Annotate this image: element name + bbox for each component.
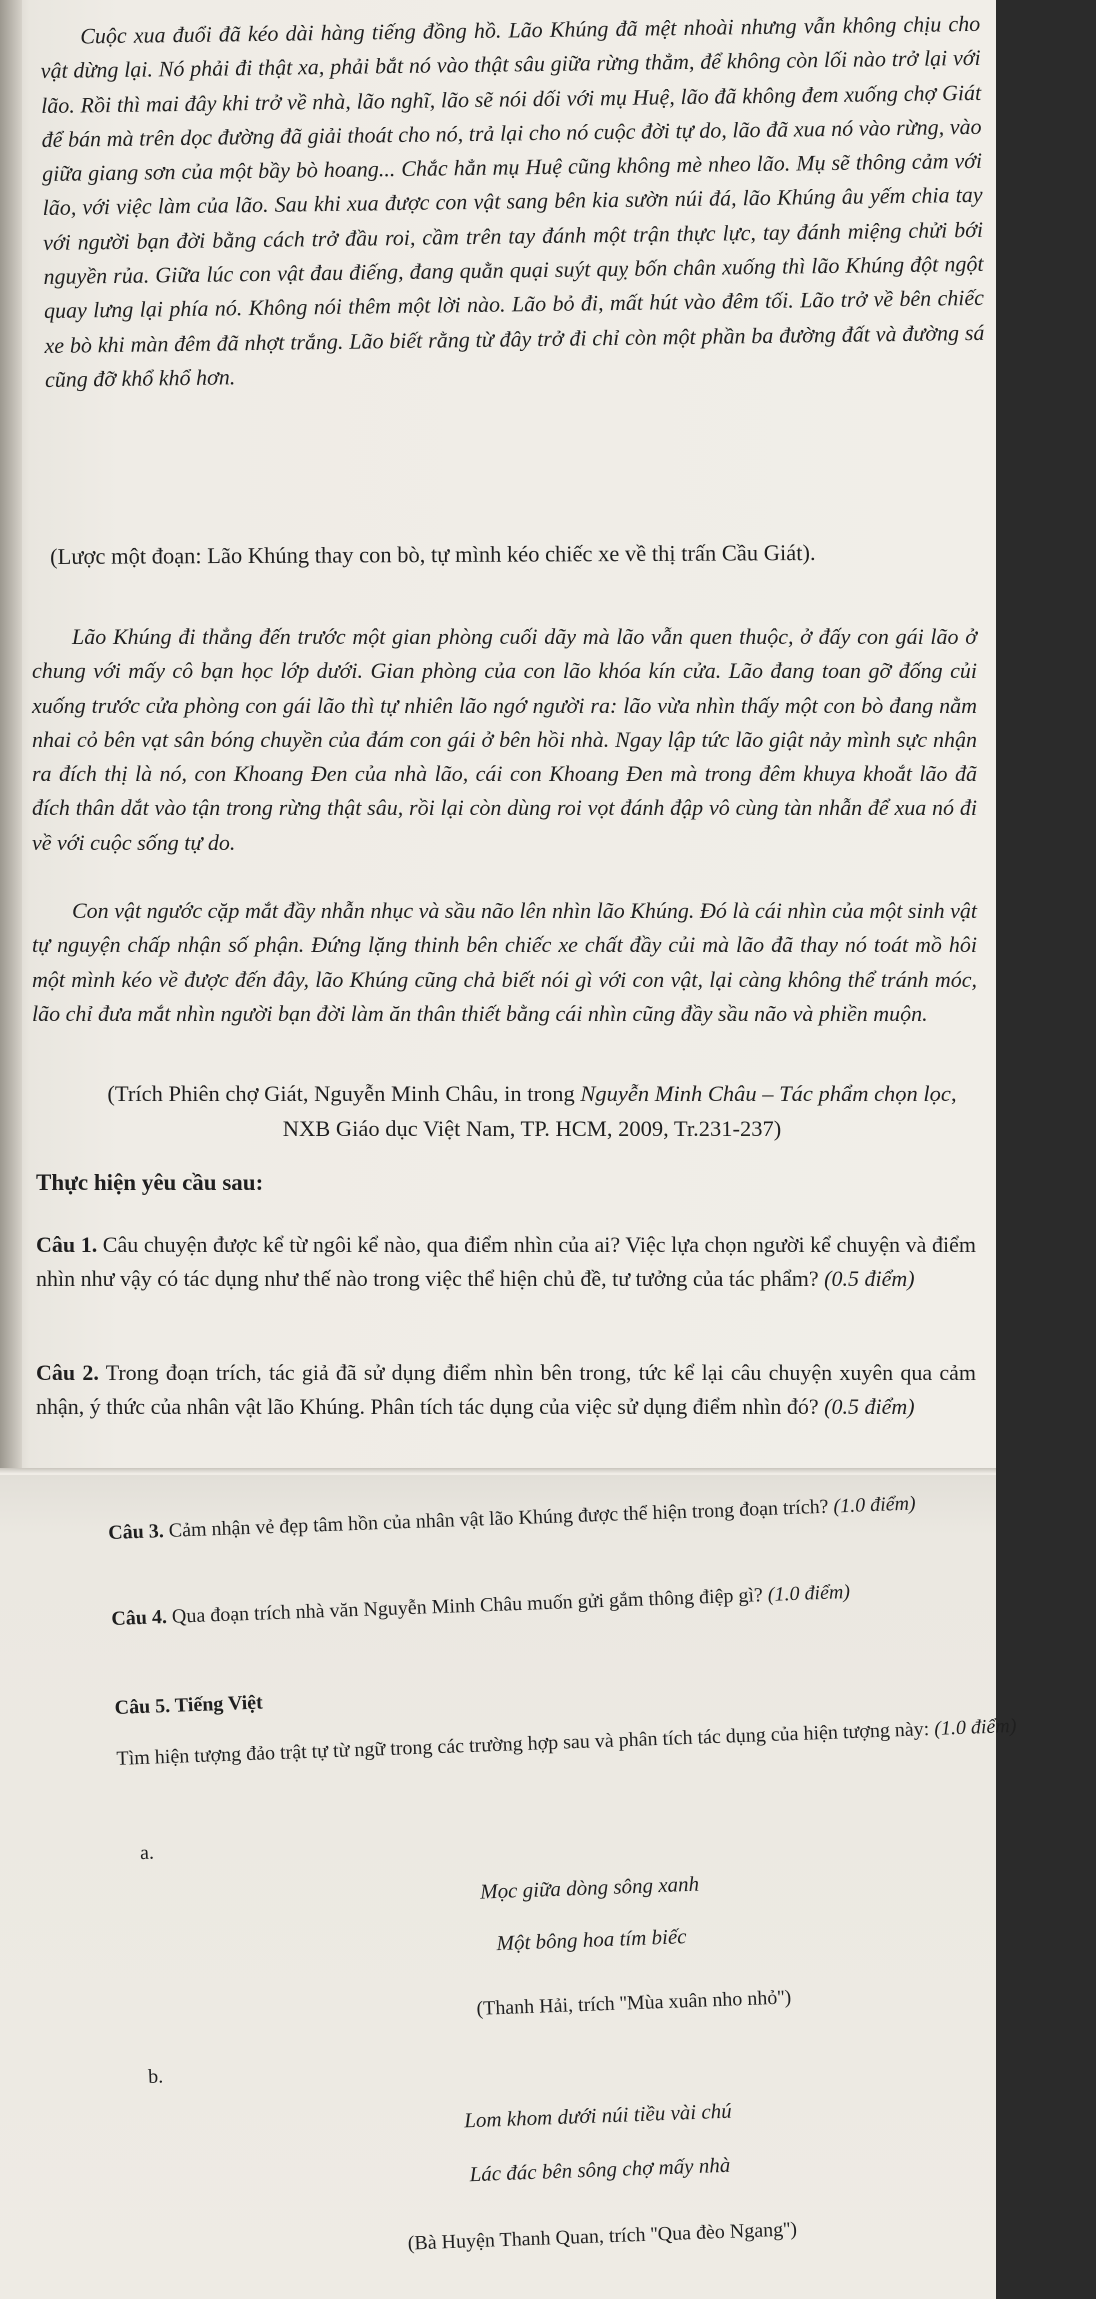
- question-2-label: Câu 2.: [36, 1360, 99, 1385]
- case-a-label: a.: [139, 1841, 155, 1865]
- question-3-points: (1.0 điểm): [833, 1492, 917, 1518]
- intro-paragraph: Cuộc xua đuổi đã kéo dài hàng tiếng đồng hồ. Lão Khúng đã mệt nhoài nhưng vẫn không chịu cho vật dừng lại. Nó phải đi thật xa, phải bắt nó vào thật sâu giữa rừng thẳm, để không còn lối nào trở lại với lão. Rồi thì mai đây khi trở về nhà, lão nghĩ, lão sẽ nói dối với mụ Huệ, lão đã không đem xuống chợ Giát để bán mà trên dọc đường đã giải thoát cho nó, trả lại cho nó cuộc đời tự do, lão đã xua nó vào rừng, vào giữa giang sơn của một bầy bò hoang... Chắc hẳn mụ Huệ cũng không mè nheo lão. Mụ sẽ thông cảm với lão, với việc làm của lão. Sau khi xua được con vật sang bên kia sườn núi đá, lão Khúng âu yếm chia tay với người bạn đời bằng cách trở đầu roi, cầm trên tay đánh một trận thực lực, tay đánh miệng chửi bới nguyền rủa. Giữa lúc con vật đau điếng, đang quằn quại suýt quỵ bốn chân xuống thì lão Khúng đột ngột quay lưng lại phía nó. Không nói thêm một lời nào. Lão bỏ đi, mất hút vào đêm tối. Lão trở về bên chiếc xe bò khi màn đêm đã nhợt trắng. Lão biết rằng từ đây trở đi chỉ còn một phần ba đường đất và đường sá cũng đỡ khổ khổ hơn.: [40, 10, 985, 392]
- question-1-text: Câu chuyện được kể từ ngôi kể nào, qua điểm nhìn của ai? Việc lựa chọn người kể chuyện và điểm nhìn như vậy có tác dụng như thế nào trong việc thể hiện chủ đề, tư tưởng của tác phẩm?: [36, 1232, 976, 1291]
- question-4-points: (1.0 điểm): [767, 1580, 851, 1606]
- source-part-1: (Trích Phiên chợ Giát, Nguyễn Minh Châu, in trong: [107, 1081, 581, 1106]
- paragraph-two: Lão Khúng đi thẳng đến trước một gian phòng cuối dãy mà lão vẫn quen thuộc, ở đấy con gái lão ở chung với mấy cô bạn học lớp dưới. Gian phòng của con lão khóa kín cửa. Lão đang toan gỡ đống củi xuống trước cửa phòng con gái lão thì tự nhiên lão ngớ người ra: lão vừa nhìn thấy một con bò đang nằm nhai cỏ bên vạt sân bóng chuyền của đám con gái ở bên hồi nhà. Ngay lập tức lão giật nảy mình sực nhận ra đích thị là nó, con Khoang Đen của nhà lão, cái con Khoang Đen mà trong đêm khuya khoắt lão đã đích thân dắt vào tận trong rừng thật sâu, rồi lại còn dùng roi vọt đánh đập vô cùng tàn nhẫn để xua nó đi về với cuộc sống tự do.: [32, 624, 977, 855]
- source-book-title: Nguyễn Minh Châu – Tác phẩm chọn lọc: [580, 1081, 951, 1106]
- paragraph-three: Con vật ngước cặp mắt đầy nhẫn nhục và sầu não lên nhìn lão Khúng. Đó là cái nhìn của một sinh vật tự nguyện chấp nhận số phận. Đứng lặng thinh bên chiếc xe chất đầy củi mà lão đã thay nó toát mồ hôi một mình kéo về được đến đây, lão Khúng cũng chả biết nói gì với con vật, lại càng không thể tránh móc, lão chỉ đưa mắt nhìn người bạn đời làm ăn thân thiết bằng cái nhìn cũng đầy sầu não và phiền muộn.: [32, 898, 977, 1026]
- question-5-points: (1.0 điểm): [933, 1714, 1017, 1740]
- case-a-verse-2: Một bông hoa tím biếc: [496, 1924, 687, 1956]
- question-1-label: Câu 1.: [36, 1232, 98, 1257]
- summary-note: (Lược một đoạn: Lão Khúng thay con bò, tự mình kéo chiếc xe về thị trấn Cầu Giát).: [50, 539, 816, 569]
- question-2-points: (0.5 điểm): [824, 1394, 915, 1419]
- tasks-title: Thực hiện yêu cầu sau:: [36, 1170, 264, 1195]
- question-2-text: Trong đoạn trích, tác giả đã sử dụng điểm nhìn bên trong, tức kể lại câu chuyện xuyên qua cảm nhận, ý thức của nhân vật lão Khúng. Phân tích tác dụng của việc sử dụng điểm nhìn đó?: [36, 1360, 977, 1419]
- case-b-source: (Bà Huyện Thanh Quan, trích ''Qua đèo Ngang''): [407, 2218, 798, 2255]
- case-b-verse-1: Lom khom dưới núi tiều vài chú: [463, 2098, 733, 2133]
- question-5-text: [116, 1708, 1077, 1775]
- case-a-source: (Thanh Hải, trích ''Mùa xuân nho nhỏ''): [476, 1986, 792, 2020]
- question-4-text: Qua đoạn trích nhà văn Nguyễn Minh Châu muốn gửi gắm thông điệp gì?: [166, 1583, 769, 1628]
- question-1-points: (0.5 điểm): [824, 1266, 915, 1291]
- question-3-text: Cảm nhận vẻ đẹp tâm hồn của nhân vật lão Khúng được thể hiện trong đoạn trích?: [163, 1495, 834, 1543]
- question-3-label: Câu 3.: [107, 1520, 165, 1545]
- source-part-2: , NXB Giáo dục Việt Nam, TP. HCM, 2009, Tr.231-237): [282, 1081, 957, 1141]
- question-3: [108, 1482, 1069, 1549]
- question-4-label: Câu 4.: [110, 1605, 168, 1630]
- case-b-verse-2: Lác đác bên sông chợ mấy nhà: [469, 2152, 731, 2187]
- question-4: [111, 1568, 1072, 1635]
- question-5-prompt: Tìm hiện tượng đảo trật tự từ ngữ trong các trường hợp sau và phân tích tác dụng của hiện tượng này:: [116, 1717, 935, 1770]
- question-5-title: Câu 5. Tiếng Việt: [114, 1691, 264, 1719]
- case-b-label: b.: [147, 2065, 164, 2088]
- case-a-verse-1: Mọc giữa dòng sông xanh: [479, 1871, 700, 1904]
